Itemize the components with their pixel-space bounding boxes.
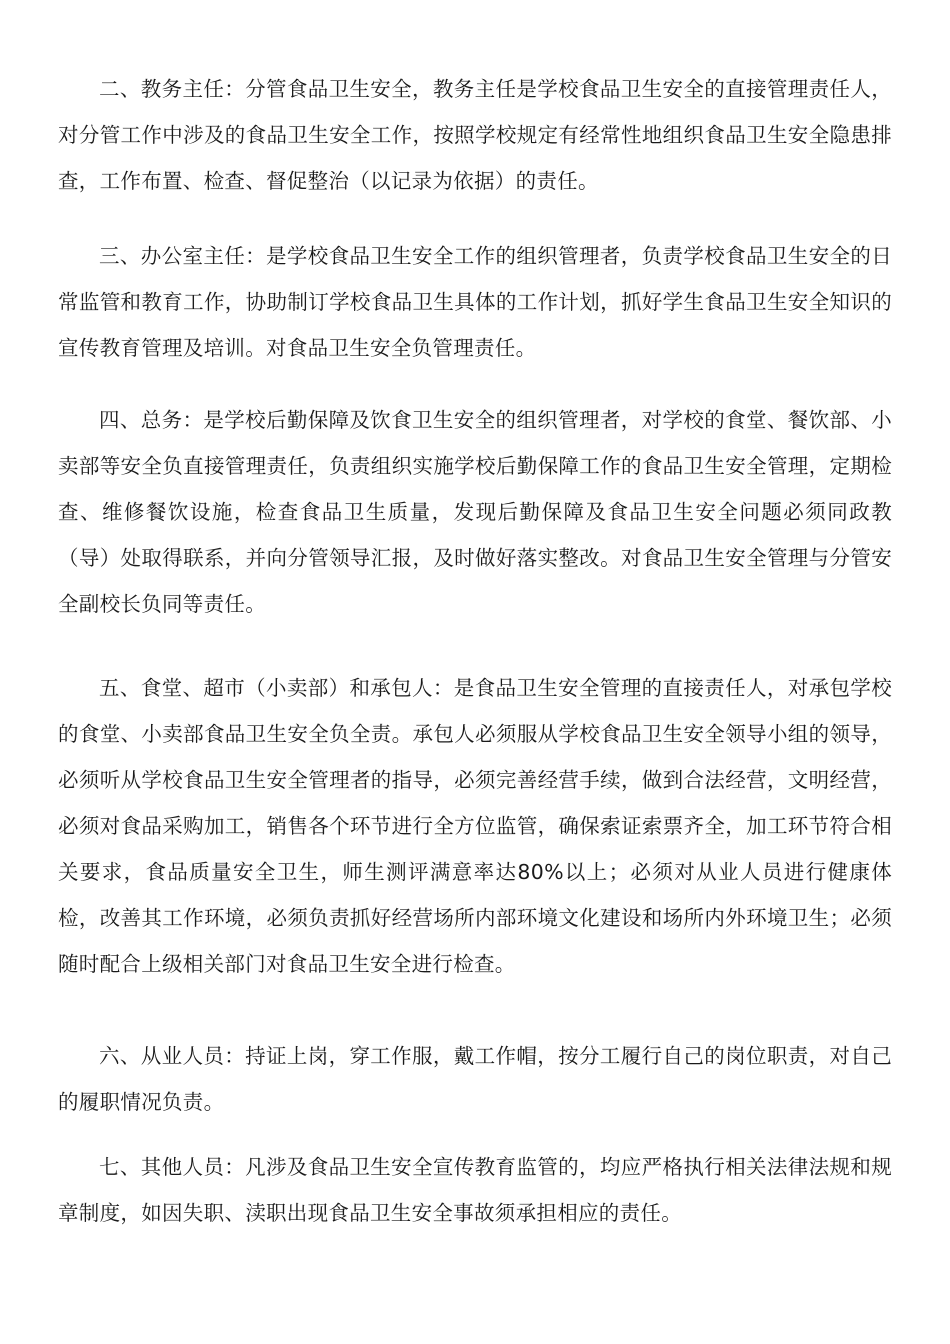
paragraph-other-personnel: 七、其他人员：凡涉及食品卫生安全宣传教育监管的，均应严格执行相关法律法规和规章制度，如因失职、渎职出现食品卫生安全事故须承担相应的责任。 bbox=[58, 1155, 892, 1225]
paragraph-academic-director: 二、教务主任：分管食品卫生安全，教务主任是学校食品卫生安全的直接管理责任人，对分管工作中涉及的食品卫生安全工作，按照学校规定有经常性地组织食品卫生安全隐患排查，工作布置、检查、督促整治（以记录为依据）的责任。 bbox=[58, 77, 892, 193]
paragraph-staff: 六、从业人员：持证上岗，穿工作服，戴工作帽，按分工履行自己的岗位职责，对自己的履职情况负责。 bbox=[58, 1044, 892, 1114]
paragraph-office-director: 三、办公室主任：是学校食品卫生安全工作的组织管理者，负责学校食品卫生安全的日常监管和教育工作，协助制订学校食品卫生具体的工作计划，抓好学生食品卫生安全知识的宣传教育管理及培训。对食品卫生安全负管理责任。 bbox=[58, 244, 892, 360]
paragraph-canteen-contractor: 五、食堂、超市（小卖部）和承包人：是食品卫生安全管理的直接责任人，对承包学校的食堂、小卖部食品卫生安全负全责。承包人必须服从学校食品卫生安全领导小组的领导，必须听从学校食品卫生安全管理者的指导，必须完善经营手续，做到合法经营，文明经营，必须对食品采购加工，销售各个环节进行全方位监管，确保索证索票齐全，加工环节符合相关要求，食品质量安全卫生，师生测评满意率达80%以上；必须对从业人员进行健康体检，改善其工作环境，必须负责抓好经营场所内部环境文化建设和场所内外环境卫生；必须随时配合上级相关部门对食品卫生安全进行检查。 bbox=[58, 676, 892, 976]
paragraph-general-affairs: 四、总务：是学校后勤保障及饮食卫生安全的组织管理者，对学校的食堂、餐饮部、小卖部等安全负直接管理责任，负责组织实施学校后勤保障工作的食品卫生安全管理，定期检查、维修餐饮设施，检查食品卫生质量，发现后勤保障及食品卫生安全问题必须同政教（导）处取得联系，并向分管领导汇报，及时做好落实整改。对食品卫生安全管理与分管安全副校长负同等责任。 bbox=[58, 408, 892, 616]
